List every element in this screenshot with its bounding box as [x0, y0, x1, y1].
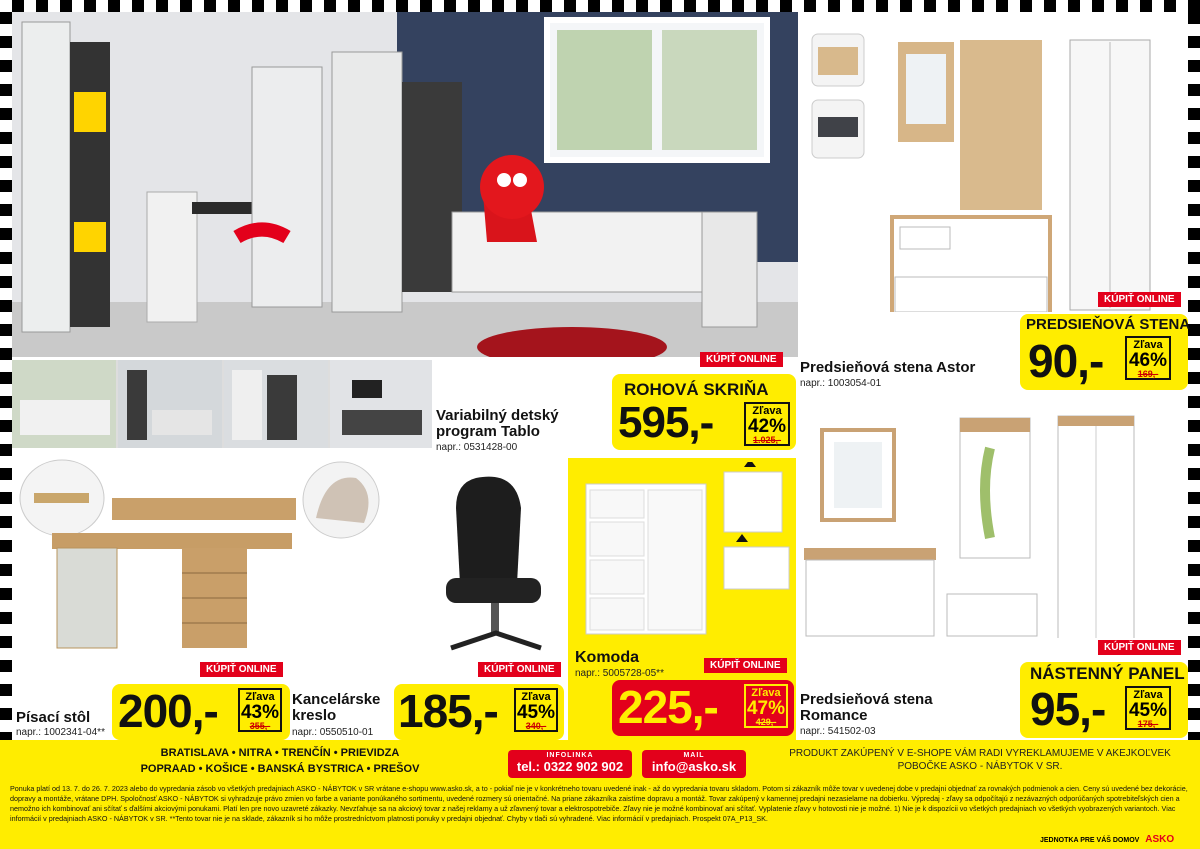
komoda-disc-pct: 47% [746, 698, 786, 719]
mail-box[interactable] [642, 750, 746, 778]
desk-buy-online-button[interactable]: KÚPIŤ ONLINE [200, 662, 283, 677]
mail-value: info@asko.sk [651, 759, 737, 774]
tablo-code: napr.: 0531428-00 [436, 442, 518, 453]
tablo-name-line2: program Tablo [436, 422, 540, 440]
desk-old-price: 355,- [249, 721, 271, 731]
astor-old-price: 169,- [1137, 369, 1159, 379]
checker-border-left [0, 0, 12, 740]
astor-code: napr.: 1003054-01 [800, 378, 882, 389]
romance-code: napr.: 541502-03 [800, 726, 876, 737]
romance-discount-badge [1125, 686, 1171, 730]
romance-old-price: 175,- [1137, 719, 1159, 729]
tablo-disc-pct: 42% [747, 416, 787, 437]
desk-disc-pct: 43% [240, 702, 280, 723]
romance-head-label: NÁSTENNÝ PANEL [1030, 664, 1185, 683]
astor-disc-label: Zľava [1133, 339, 1163, 351]
footer-cities [130, 745, 430, 777]
astor-discount-badge [1125, 336, 1171, 380]
mail-label: MAIL [683, 752, 705, 759]
desk-disc-label: Zľava [245, 691, 275, 703]
romance-buy-online-button[interactable]: KÚPIŤ ONLINE [1098, 640, 1181, 655]
komoda-name: Komoda [575, 649, 639, 666]
desk-image [12, 458, 312, 658]
infolinka-label: INFOLINKA [546, 752, 594, 759]
chair-old-price: 340,- [525, 721, 547, 731]
tablo-disc-label: Zľava [752, 405, 782, 417]
romance-disc-label: Zľava [1133, 689, 1163, 701]
chair-name-line2: kreslo [292, 706, 337, 724]
tablo-old-price: 1.025,- [752, 435, 782, 445]
tablo-name [436, 408, 559, 440]
romance-name-line1: Predsieňová stena [800, 691, 933, 708]
tablo-price: 595,- [618, 398, 714, 447]
cities-line1: BRATISLAVA • NITRA • TRENČÍN • PRIEVIDZA [160, 747, 400, 759]
astor-image [800, 12, 1188, 312]
infolinka-box[interactable] [508, 750, 632, 778]
chair-code: napr.: 0550510-01 [292, 727, 374, 738]
chair-image [296, 458, 566, 658]
romance-disc-pct: 45% [1128, 700, 1168, 721]
chair-discount-badge [514, 688, 558, 732]
romance-name [800, 692, 933, 724]
chair-disc-label: Zľava [521, 691, 551, 703]
astor-disc-pct: 46% [1128, 350, 1168, 371]
astor-head-label: PREDSIEŇOVÁ STENA [1026, 316, 1191, 333]
chair-buy-online-button[interactable]: KÚPIŤ ONLINE [478, 662, 561, 677]
checker-border-top [0, 0, 1200, 12]
cities-line2: POPRAAD • KOŠICE • BANSKÁ BYSTRICA • PREŠOV [140, 763, 420, 775]
komoda-price: 225,- [618, 681, 718, 733]
tablo-head-label: ROHOVÁ SKRIŇA [624, 380, 769, 399]
legal-text: Ponuka platí od 13. 7. do 26. 7. 2023 alebo do vypredania zásob vo všetkých predajniach ASKO - NÁBYTOK v SR vrátane e-shopu www.asko.sk, a to - pokiaľ nie je v konkrétneho tovaru uvedené inak - až do vypredania tovaru skladom. Potom si zákazník môže tovar v uvedenej dobe v predajni objednať za rovnakých podmienok a cien. Ceny sú uvedené bez dekorácie, dopravy a montáže, vrátane DPH. Spoločnosť ASKO - NÁBYTOK si vyhradzuje právo zmien vo farbe a variante ponúkaného sortimentu, uvedené rozmery sú orientačné. Na priane zákazníka zaistíme dopravu a montáž. Tovar zakúpený v kamennej predajni nezasielame na dobierku. Výpredaj - zľavy sa odpočítajú z nezávazných odporúčaných spotrebiteľských cien a nemožno ich kombinovať ani sčítať s ďalšími akciovými ponukami. Platí len pre novo uzavreté zákazky. Nevzťahuje sa na akciový tovar z našej reklamy a už zľavnený tovar a elektrospotrebiče. Zľavy nie je možné kombinovať ani sčítať. Vyplatenie zľavy v hotovosti nie je možné. 1) Nie je k dispozícii vo všetkých predajniach vo všetkých vyobrazených variantoch. Viac informácií v predajniach ASKO - NÁBYTOK v SR. **Tento tovar nie je na sklade, zákazník si ho môže prostredníctvom platnosti ponuky v predajni objednať. Chyby v tlači sú vyhradené. Viac informácií v predajniach. Prospekt 07A_P13_SK. [10, 784, 1188, 823]
desk-name: Písací stôl [16, 709, 91, 726]
komoda-old-price: 429,- [755, 717, 777, 727]
checker-border-right [1188, 0, 1200, 740]
tablo-discount-badge [744, 402, 790, 446]
tagline-text: JEDNOTKA PRE VÁŠ DOMOV [1040, 837, 1140, 844]
romance-image [800, 408, 1188, 638]
komoda-discount-badge [744, 684, 788, 728]
komoda-code: napr.: 5005728-05** [575, 668, 664, 679]
footer-tagline [1040, 834, 1174, 845]
komoda-disc-label: Zľava [751, 687, 781, 699]
romance-name-line2: Romance [800, 706, 868, 724]
tablo-name-line1: Variabilný detský [436, 407, 559, 424]
chair-price: 185,- [398, 685, 498, 737]
desk-code: napr.: 1002341-04** [16, 727, 105, 738]
tablo-thumbnails [12, 360, 432, 448]
desk-discount-badge [238, 688, 282, 732]
tablo-room-image [12, 12, 798, 357]
astor-buy-online-button[interactable]: KÚPIŤ ONLINE [1098, 292, 1181, 307]
komoda-image [574, 462, 794, 642]
eshop-text: PRODUKT ZAKÚPENÝ V E-SHOPE VÁM RADI VYREKLAMUJEME V AKEJKOĽVEK POBOČKE ASKO - NÁBYTOK V SR. [789, 748, 1171, 772]
tablo-buy-online-button[interactable]: KÚPIŤ ONLINE [700, 352, 783, 367]
chair-disc-pct: 45% [516, 702, 556, 723]
astor-price: 90,- [1028, 335, 1104, 387]
chair-name-line1: Kancelárske [292, 691, 381, 708]
desk-price: 200,- [118, 685, 218, 737]
komoda-buy-online-button[interactable]: KÚPIŤ ONLINE [704, 658, 787, 673]
romance-price: 95,- [1030, 683, 1106, 735]
astor-name: Predsieňová stena Astor [800, 359, 976, 376]
infolinka-value: tel.: 0322 902 902 [516, 759, 624, 774]
brand-logo: ASKO [1145, 834, 1175, 845]
chair-name [292, 692, 380, 724]
